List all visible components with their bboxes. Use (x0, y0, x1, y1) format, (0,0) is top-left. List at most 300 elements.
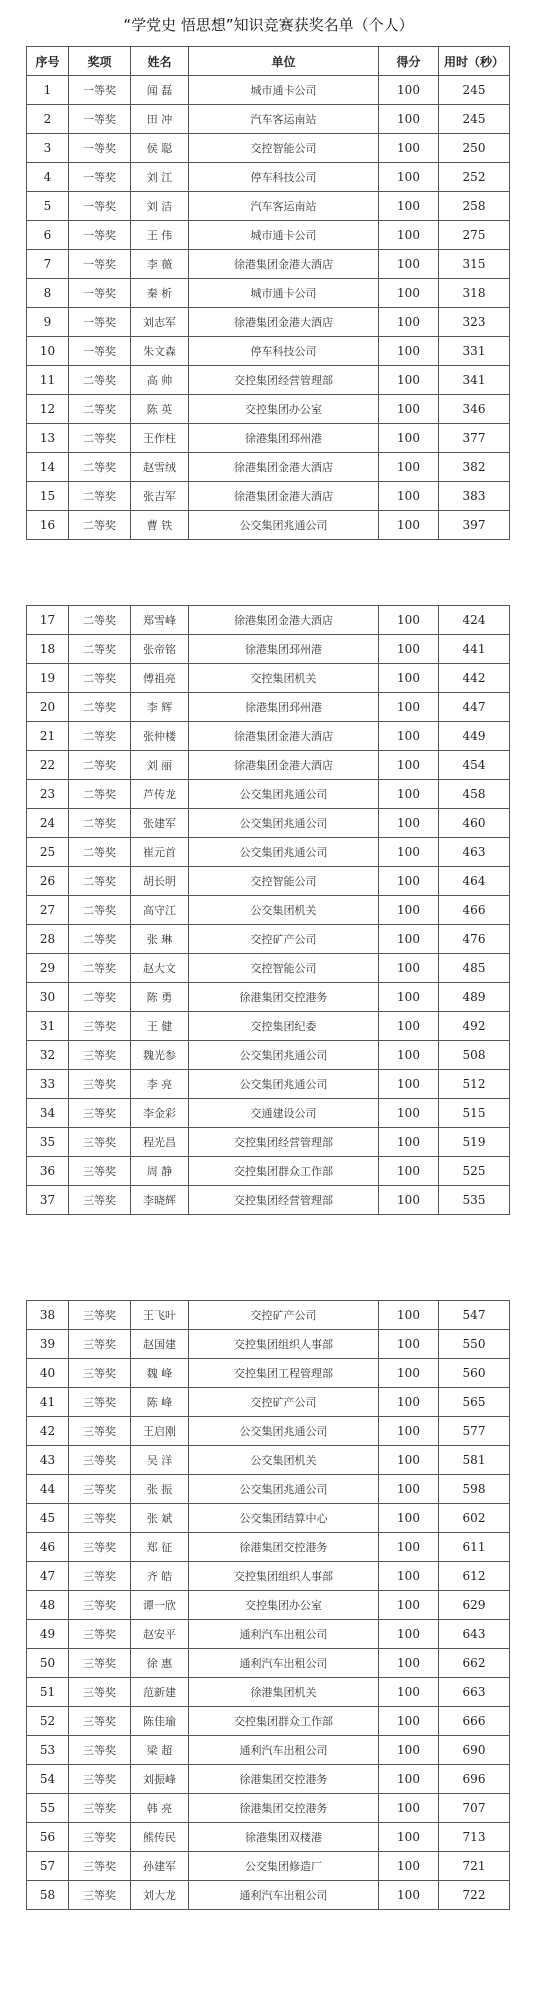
unit-cell: 交控智能公司 (189, 867, 379, 896)
award-cell: 三等奖 (69, 1388, 131, 1417)
unit-cell: 交控集团经营管理部 (189, 366, 379, 395)
award-cell: 三等奖 (69, 1765, 131, 1794)
name-cell: 赵大文 (131, 954, 189, 983)
award-cell: 二等奖 (69, 925, 131, 954)
unit-cell: 公交集团兆通公司 (189, 780, 379, 809)
table-row (27, 722, 510, 751)
rank-cell: 26 (27, 867, 69, 896)
rank-cell: 9 (27, 308, 69, 337)
table-row (27, 664, 510, 693)
unit-cell: 徐港集团邳州港 (189, 693, 379, 722)
score-cell: 100 (379, 867, 439, 896)
unit-cell: 公交集团兆通公司 (189, 1417, 379, 1446)
unit-cell: 公交集团机关 (189, 896, 379, 925)
unit-cell: 公交集团兆通公司 (189, 1475, 379, 1504)
time-cell: 721 (439, 1852, 510, 1881)
unit-cell: 徐港集团金港大酒店 (189, 482, 379, 511)
winners-table-part-2 (26, 605, 510, 1215)
rank-cell: 55 (27, 1794, 69, 1823)
rank-cell: 3 (27, 134, 69, 163)
score-cell: 100 (379, 366, 439, 395)
award-cell: 二等奖 (69, 780, 131, 809)
time-cell: 424 (439, 606, 510, 635)
time-cell: 447 (439, 693, 510, 722)
time-cell: 525 (439, 1157, 510, 1186)
unit-cell: 交控集团组织人事部 (189, 1562, 379, 1591)
name-cell: 李 薇 (131, 250, 189, 279)
score-cell: 100 (379, 1041, 439, 1070)
rank-cell: 48 (27, 1591, 69, 1620)
name-cell: 郑雪峰 (131, 606, 189, 635)
score-cell: 100 (379, 221, 439, 250)
unit-cell: 公交集团兆通公司 (189, 1070, 379, 1099)
table-row (27, 1359, 510, 1388)
award-cell: 二等奖 (69, 867, 131, 896)
table-row (27, 1620, 510, 1649)
unit-cell: 徐港集团双楼港 (189, 1823, 379, 1852)
time-cell: 397 (439, 511, 510, 540)
award-cell: 三等奖 (69, 1330, 131, 1359)
score-cell: 100 (379, 780, 439, 809)
time-cell: 485 (439, 954, 510, 983)
rank-cell: 40 (27, 1359, 69, 1388)
table-row (27, 1128, 510, 1157)
time-cell: 722 (439, 1881, 510, 1910)
name-cell: 李金彩 (131, 1099, 189, 1128)
score-cell: 100 (379, 511, 439, 540)
score-cell: 100 (379, 1707, 439, 1736)
award-cell: 二等奖 (69, 664, 131, 693)
award-cell: 三等奖 (69, 1041, 131, 1070)
time-cell: 464 (439, 867, 510, 896)
award-cell: 一等奖 (69, 279, 131, 308)
rank-cell: 5 (27, 192, 69, 221)
table-row (27, 221, 510, 250)
time-cell: 690 (439, 1736, 510, 1765)
rank-cell: 53 (27, 1736, 69, 1765)
rank-cell: 54 (27, 1765, 69, 1794)
table-row (27, 482, 510, 511)
rank-cell: 38 (27, 1301, 69, 1330)
rank-cell: 19 (27, 664, 69, 693)
rank-cell: 7 (27, 250, 69, 279)
score-cell: 100 (379, 1388, 439, 1417)
time-cell: 489 (439, 983, 510, 1012)
unit-cell: 交控矿产公司 (189, 925, 379, 954)
score-cell: 100 (379, 1591, 439, 1620)
time-cell: 466 (439, 896, 510, 925)
name-cell: 崔元首 (131, 838, 189, 867)
score-cell: 100 (379, 1099, 439, 1128)
rank-cell: 56 (27, 1823, 69, 1852)
unit-cell: 公交集团兆通公司 (189, 838, 379, 867)
name-cell: 齐 皓 (131, 1562, 189, 1591)
time-cell: 323 (439, 308, 510, 337)
award-cell: 一等奖 (69, 221, 131, 250)
score-cell: 100 (379, 105, 439, 134)
name-cell: 李 亮 (131, 1070, 189, 1099)
award-cell: 三等奖 (69, 1736, 131, 1765)
rank-cell: 49 (27, 1620, 69, 1649)
name-cell: 熊传民 (131, 1823, 189, 1852)
rank-cell: 22 (27, 751, 69, 780)
name-cell: 王作柱 (131, 424, 189, 453)
name-cell: 张帝铭 (131, 635, 189, 664)
table-row (27, 1736, 510, 1765)
rank-cell: 15 (27, 482, 69, 511)
time-cell: 245 (439, 105, 510, 134)
table-row (27, 453, 510, 482)
time-cell: 713 (439, 1823, 510, 1852)
table-row (27, 606, 510, 635)
unit-cell: 通利汽车出租公司 (189, 1736, 379, 1765)
rank-cell: 17 (27, 606, 69, 635)
unit-cell: 公交集团结算中心 (189, 1504, 379, 1533)
column-header: 姓名 (131, 47, 189, 76)
unit-cell: 交控集团经营管理部 (189, 1186, 379, 1215)
score-cell: 100 (379, 1562, 439, 1591)
award-cell: 二等奖 (69, 809, 131, 838)
name-cell: 高 帅 (131, 366, 189, 395)
award-cell: 二等奖 (69, 838, 131, 867)
rank-cell: 12 (27, 395, 69, 424)
unit-cell: 交控智能公司 (189, 954, 379, 983)
name-cell: 王 健 (131, 1012, 189, 1041)
table-row (27, 954, 510, 983)
name-cell: 周 静 (131, 1157, 189, 1186)
unit-cell: 交控集团群众工作部 (189, 1157, 379, 1186)
unit-cell: 停车科技公司 (189, 163, 379, 192)
table-row (27, 809, 510, 838)
score-cell: 100 (379, 896, 439, 925)
award-cell: 三等奖 (69, 1157, 131, 1186)
rank-cell: 57 (27, 1852, 69, 1881)
time-cell: 245 (439, 76, 510, 105)
award-cell: 三等奖 (69, 1649, 131, 1678)
name-cell: 陈 勇 (131, 983, 189, 1012)
table-row (27, 1707, 510, 1736)
unit-cell: 交控智能公司 (189, 134, 379, 163)
name-cell: 魏光参 (131, 1041, 189, 1070)
name-cell: 徐 惠 (131, 1649, 189, 1678)
award-cell: 二等奖 (69, 751, 131, 780)
rank-cell: 18 (27, 635, 69, 664)
unit-cell: 交控集团机关 (189, 664, 379, 693)
award-cell: 二等奖 (69, 983, 131, 1012)
award-cell: 一等奖 (69, 76, 131, 105)
time-cell: 515 (439, 1099, 510, 1128)
name-cell: 王启刚 (131, 1417, 189, 1446)
time-cell: 441 (439, 635, 510, 664)
rank-cell: 34 (27, 1099, 69, 1128)
award-cell: 二等奖 (69, 366, 131, 395)
rank-cell: 43 (27, 1446, 69, 1475)
time-cell: 318 (439, 279, 510, 308)
rank-cell: 16 (27, 511, 69, 540)
score-cell: 100 (379, 954, 439, 983)
rank-cell: 27 (27, 896, 69, 925)
score-cell: 100 (379, 1301, 439, 1330)
name-cell: 胡长明 (131, 867, 189, 896)
score-cell: 100 (379, 1823, 439, 1852)
table-row (27, 1012, 510, 1041)
score-cell: 100 (379, 1417, 439, 1446)
score-cell: 100 (379, 337, 439, 366)
unit-cell: 交控集团办公室 (189, 1591, 379, 1620)
time-cell: 560 (439, 1359, 510, 1388)
name-cell: 侯 聪 (131, 134, 189, 163)
column-header: 得分 (379, 47, 439, 76)
table-row (27, 1881, 510, 1910)
unit-cell: 徐港集团交控港务 (189, 1794, 379, 1823)
time-cell: 612 (439, 1562, 510, 1591)
winners-table-part-1 (26, 46, 510, 540)
score-cell: 100 (379, 308, 439, 337)
unit-cell: 徐港集团金港大酒店 (189, 250, 379, 279)
time-cell: 663 (439, 1678, 510, 1707)
score-cell: 100 (379, 1620, 439, 1649)
score-cell: 100 (379, 664, 439, 693)
name-cell: 李 辉 (131, 693, 189, 722)
time-cell: 341 (439, 366, 510, 395)
time-cell: 629 (439, 1591, 510, 1620)
name-cell: 高守江 (131, 896, 189, 925)
table-row (27, 635, 510, 664)
unit-cell: 交控集团组织人事部 (189, 1330, 379, 1359)
name-cell: 刘志军 (131, 308, 189, 337)
rank-cell: 25 (27, 838, 69, 867)
score-cell: 100 (379, 1678, 439, 1707)
table-row (27, 366, 510, 395)
unit-cell: 徐港集团金港大酒店 (189, 308, 379, 337)
time-cell: 565 (439, 1388, 510, 1417)
score-cell: 100 (379, 983, 439, 1012)
time-cell: 535 (439, 1186, 510, 1215)
rank-cell: 50 (27, 1649, 69, 1678)
winners-table-part-3 (26, 1300, 510, 1910)
award-cell: 三等奖 (69, 1504, 131, 1533)
table-row (27, 925, 510, 954)
award-cell: 三等奖 (69, 1562, 131, 1591)
unit-cell: 交控集团群众工作部 (189, 1707, 379, 1736)
rank-cell: 35 (27, 1128, 69, 1157)
award-cell: 一等奖 (69, 337, 131, 366)
unit-cell: 汽车客运南站 (189, 192, 379, 221)
table-row (27, 1099, 510, 1128)
rank-cell: 13 (27, 424, 69, 453)
award-cell: 三等奖 (69, 1852, 131, 1881)
table-row (27, 751, 510, 780)
score-cell: 100 (379, 1070, 439, 1099)
award-cell: 一等奖 (69, 105, 131, 134)
award-cell: 二等奖 (69, 693, 131, 722)
unit-cell: 徐港集团交控港务 (189, 1765, 379, 1794)
name-cell: 张仲楼 (131, 722, 189, 751)
time-cell: 463 (439, 838, 510, 867)
award-cell: 三等奖 (69, 1301, 131, 1330)
rank-cell: 51 (27, 1678, 69, 1707)
rank-cell: 36 (27, 1157, 69, 1186)
award-cell: 二等奖 (69, 511, 131, 540)
time-cell: 315 (439, 250, 510, 279)
table-row (27, 279, 510, 308)
score-cell: 100 (379, 1649, 439, 1678)
time-cell: 611 (439, 1533, 510, 1562)
rank-cell: 31 (27, 1012, 69, 1041)
name-cell: 魏 峰 (131, 1359, 189, 1388)
unit-cell: 通利汽车出租公司 (189, 1649, 379, 1678)
award-cell: 三等奖 (69, 1533, 131, 1562)
table-row (27, 1533, 510, 1562)
unit-cell: 公交集团兆通公司 (189, 1041, 379, 1070)
name-cell: 刘大龙 (131, 1881, 189, 1910)
time-cell: 577 (439, 1417, 510, 1446)
rank-cell: 4 (27, 163, 69, 192)
name-cell: 张 斌 (131, 1504, 189, 1533)
time-cell: 476 (439, 925, 510, 954)
table-row (27, 192, 510, 221)
table-row (27, 1041, 510, 1070)
column-header: 用时（秒） (439, 47, 510, 76)
name-cell: 陈佳瑜 (131, 1707, 189, 1736)
table-row (27, 163, 510, 192)
name-cell: 张 琳 (131, 925, 189, 954)
time-cell: 250 (439, 134, 510, 163)
table-row (27, 1446, 510, 1475)
award-cell: 三等奖 (69, 1881, 131, 1910)
time-cell: 377 (439, 424, 510, 453)
unit-cell: 通利汽车出租公司 (189, 1881, 379, 1910)
score-cell: 100 (379, 809, 439, 838)
award-cell: 三等奖 (69, 1099, 131, 1128)
award-cell: 二等奖 (69, 896, 131, 925)
table-row (27, 1504, 510, 1533)
table-row (27, 1678, 510, 1707)
name-cell: 曹 铁 (131, 511, 189, 540)
time-cell: 331 (439, 337, 510, 366)
award-cell: 二等奖 (69, 453, 131, 482)
score-cell: 100 (379, 1794, 439, 1823)
rank-cell: 47 (27, 1562, 69, 1591)
time-cell: 696 (439, 1765, 510, 1794)
award-cell: 三等奖 (69, 1128, 131, 1157)
name-cell: 田 冲 (131, 105, 189, 134)
score-cell: 100 (379, 693, 439, 722)
table-row (27, 780, 510, 809)
time-cell: 519 (439, 1128, 510, 1157)
name-cell: 吴 洋 (131, 1446, 189, 1475)
rank-cell: 41 (27, 1388, 69, 1417)
award-cell: 二等奖 (69, 606, 131, 635)
time-cell: 252 (439, 163, 510, 192)
time-cell: 382 (439, 453, 510, 482)
table-row (27, 308, 510, 337)
rank-cell: 29 (27, 954, 69, 983)
table-row (27, 983, 510, 1012)
name-cell: 范新建 (131, 1678, 189, 1707)
score-cell: 100 (379, 192, 439, 221)
rank-cell: 11 (27, 366, 69, 395)
award-cell: 三等奖 (69, 1475, 131, 1504)
table-row (27, 1330, 510, 1359)
table-row (27, 1186, 510, 1215)
time-cell: 346 (439, 395, 510, 424)
name-cell: 刘 洁 (131, 192, 189, 221)
name-cell: 秦 析 (131, 279, 189, 308)
score-cell: 100 (379, 279, 439, 308)
name-cell: 梁 超 (131, 1736, 189, 1765)
name-cell: 陈 英 (131, 395, 189, 424)
name-cell: 赵国建 (131, 1330, 189, 1359)
table-row (27, 134, 510, 163)
unit-cell: 徐港集团交控港务 (189, 983, 379, 1012)
rank-cell: 14 (27, 453, 69, 482)
name-cell: 陈 峰 (131, 1388, 189, 1417)
time-cell: 460 (439, 809, 510, 838)
time-cell: 508 (439, 1041, 510, 1070)
unit-cell: 徐港集团邳州港 (189, 424, 379, 453)
unit-cell: 徐港集团机关 (189, 1678, 379, 1707)
rank-cell: 32 (27, 1041, 69, 1070)
score-cell: 100 (379, 250, 439, 279)
time-cell: 258 (439, 192, 510, 221)
name-cell: 赵安平 (131, 1620, 189, 1649)
unit-cell: 交通建设公司 (189, 1099, 379, 1128)
score-cell: 100 (379, 1852, 439, 1881)
score-cell: 100 (379, 1330, 439, 1359)
name-cell: 闻 磊 (131, 76, 189, 105)
score-cell: 100 (379, 1765, 439, 1794)
time-cell: 581 (439, 1446, 510, 1475)
unit-cell: 通利汽车出租公司 (189, 1620, 379, 1649)
table-row (27, 867, 510, 896)
award-cell: 二等奖 (69, 635, 131, 664)
award-cell: 三等奖 (69, 1707, 131, 1736)
award-cell: 一等奖 (69, 192, 131, 221)
table-row (27, 1649, 510, 1678)
unit-cell: 徐港集团金港大酒店 (189, 722, 379, 751)
award-cell: 二等奖 (69, 424, 131, 453)
award-cell: 一等奖 (69, 163, 131, 192)
score-cell: 100 (379, 1359, 439, 1388)
table-row (27, 1070, 510, 1099)
column-header: 序号 (27, 47, 69, 76)
table-header-row (27, 47, 510, 76)
unit-cell: 交控集团工程管理部 (189, 1359, 379, 1388)
column-header: 奖项 (69, 47, 131, 76)
score-cell: 100 (379, 925, 439, 954)
rank-cell: 20 (27, 693, 69, 722)
table-row (27, 395, 510, 424)
table-row (27, 76, 510, 105)
name-cell: 郑 征 (131, 1533, 189, 1562)
table-row (27, 1388, 510, 1417)
score-cell: 100 (379, 163, 439, 192)
unit-cell: 徐港集团交控港务 (189, 1533, 379, 1562)
award-cell: 三等奖 (69, 1823, 131, 1852)
unit-cell: 城市通卡公司 (189, 76, 379, 105)
table-row (27, 1591, 510, 1620)
unit-cell: 徐港集团金港大酒店 (189, 453, 379, 482)
name-cell: 芦传龙 (131, 780, 189, 809)
time-cell: 275 (439, 221, 510, 250)
name-cell: 张 振 (131, 1475, 189, 1504)
unit-cell: 交控矿产公司 (189, 1388, 379, 1417)
time-cell: 598 (439, 1475, 510, 1504)
score-cell: 100 (379, 1157, 439, 1186)
name-cell: 赵雪绒 (131, 453, 189, 482)
score-cell: 100 (379, 1881, 439, 1910)
